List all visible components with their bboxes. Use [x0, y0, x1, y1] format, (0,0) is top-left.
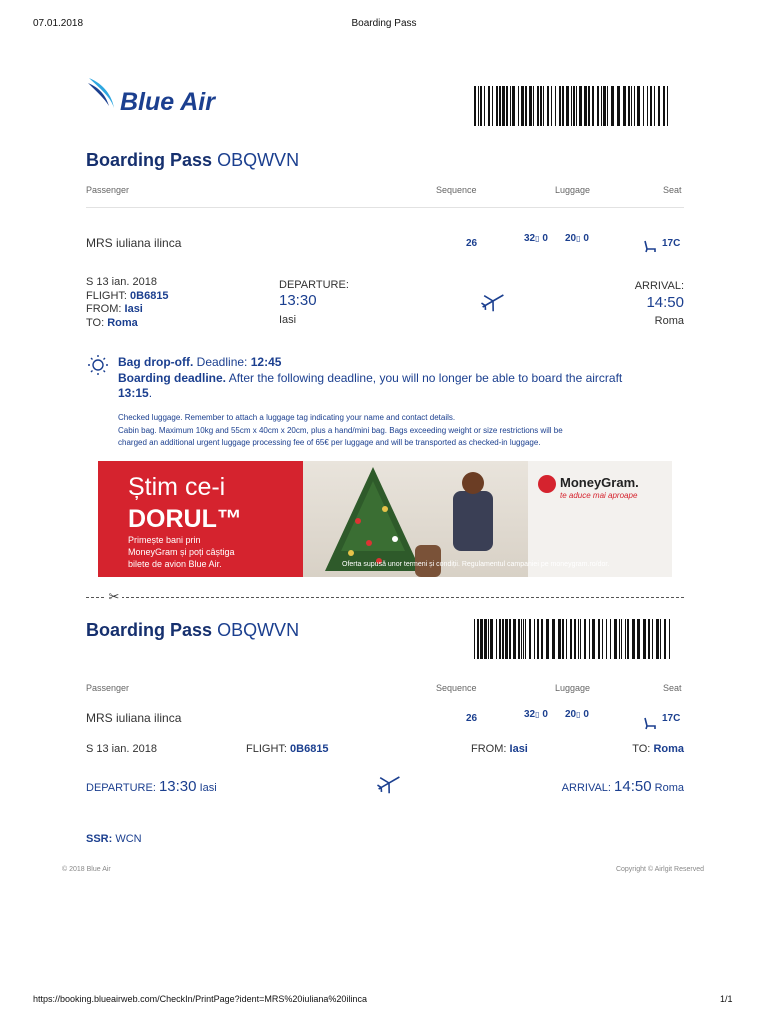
barcode-bar: [521, 86, 524, 126]
barcode-bar: [492, 86, 493, 126]
barcode-bar: [643, 86, 644, 126]
barcode-bar: [611, 86, 614, 126]
cabin-bag-note-1: Cabin bag. Maximum 10kg and 55cm x 40cm x 20cm, plus a hand/mini bag. Bags exceeding weight or size restrictions will be: [118, 426, 563, 435]
barcode-bar: [512, 86, 515, 126]
moneygram-ad-banner[interactable]: [98, 461, 672, 577]
sequence-label-2: Sequence: [436, 683, 477, 693]
barcode-bar: [505, 619, 508, 659]
sequence-value-1: 26: [466, 238, 478, 249]
barcode-bar: [566, 619, 567, 659]
barcode-bar: [667, 86, 668, 126]
barcode-bar: [627, 619, 629, 659]
sequence-label-1: Sequence: [436, 185, 477, 195]
barcode-bar: [488, 619, 489, 659]
seat-icon-2: [642, 717, 658, 731]
barcode-1: [474, 86, 670, 126]
checked-luggage-note: Checked luggage. Remember to attach a luggage tag indicating your name and contact details.: [118, 413, 456, 422]
barcode-bar: [592, 619, 595, 659]
barcode-bar: [502, 86, 505, 126]
barcode-bar: [496, 619, 497, 659]
print-url[interactable]: https://booking.blueairweb.com/CheckIn/PrintPage?ident=MRS%20iuliana%20ilinca: [33, 994, 367, 1004]
cut-line: [86, 597, 684, 598]
departure-city-1: Iasi: [279, 314, 297, 326]
barcode-bar: [643, 619, 646, 659]
barcode-bar: [551, 86, 552, 126]
barcode-bar: [658, 86, 660, 126]
passenger-name-2: MRS iuliana ilinca: [86, 711, 182, 725]
barcode-bar: [606, 619, 607, 659]
barcode-bar: [607, 86, 608, 126]
barcode-bar: [521, 619, 522, 659]
boarding-deadline-line: Boarding deadline. After the following deadline, you will no longer be able to board the aircraft 13:15.: [118, 371, 623, 400]
barcode-bar: [513, 619, 516, 659]
ad-sub-1: Primește bani prin: [128, 535, 201, 545]
ad-sub-3: bilete de avion Blue Air.: [128, 559, 222, 569]
barcode-bar: [570, 619, 572, 659]
flight-number-2: FLIGHT: 0B6815: [246, 743, 329, 755]
barcode-bar: [509, 619, 511, 659]
barcode-bar: [652, 619, 653, 659]
barcode-bar: [660, 619, 661, 659]
logo-text: Blue Air: [120, 88, 215, 116]
divider-1: [86, 207, 684, 208]
barcode-bar: [617, 86, 620, 126]
ssr-line: SSR: WCN: [86, 833, 142, 845]
barcode-bar: [637, 619, 640, 659]
barcode-bar: [584, 619, 586, 659]
barcode-bar: [502, 619, 504, 659]
cabin-luggage-1: 20▯ 0: [565, 233, 589, 244]
passenger-label-2: Passenger: [86, 683, 130, 693]
seat-label-1: Seat: [663, 185, 682, 195]
ad-headline-1: Știm ce-i: [128, 473, 226, 501]
barcode-bar: [632, 619, 635, 659]
barcode-bar: [559, 86, 561, 126]
moneygram-logo-icon: [538, 475, 556, 493]
cabin-bag-icon-2: 20: [565, 709, 577, 720]
barcode-bar: [518, 86, 519, 126]
barcode-bar: [648, 619, 650, 659]
barcode-bar: [484, 86, 485, 126]
barcode-bar: [579, 86, 582, 126]
seat-icon: [642, 240, 658, 254]
barcode-bar: [555, 86, 556, 126]
barcode-bar: [480, 619, 483, 659]
flight-number-1: FLIGHT: 0B6815: [86, 290, 169, 302]
barcode-bar: [496, 86, 498, 126]
barcode-bar: [525, 86, 527, 126]
barcode-bar: [597, 86, 599, 126]
seat-value-1: 17C: [662, 238, 681, 249]
blue-air-logo: [86, 74, 256, 124]
booking-code-1: OBQWVN: [217, 150, 300, 170]
barcode-bar: [490, 619, 493, 659]
checked-bag-icon: 32: [524, 233, 536, 244]
barcode-bar: [584, 86, 587, 126]
barcode-bar: [578, 619, 579, 659]
barcode-bar: [631, 86, 632, 126]
ad-photo: [303, 461, 528, 577]
barcode-bar: [588, 86, 590, 126]
checked-luggage-1: 32▯ 0: [524, 233, 548, 244]
booking-code-2: OBQWVN: [217, 620, 300, 640]
barcode-bar: [663, 86, 665, 126]
barcode-bar: [529, 619, 531, 659]
barcode-bar: [474, 86, 476, 126]
barcode-bar: [610, 619, 611, 659]
barcode-bar: [537, 86, 539, 126]
barcode-bar: [580, 619, 581, 659]
luggage-label-1: Luggage: [555, 185, 591, 195]
barcode-bar: [654, 86, 655, 126]
flight-date-1: S 13 ian. 2018: [86, 276, 157, 288]
barcode-bar: [589, 619, 590, 659]
lightbulb-icon: [87, 354, 109, 376]
arrival-label-1: ARRIVAL:: [634, 280, 684, 292]
barcode-bar: [543, 86, 544, 126]
barcode-bar: [547, 86, 549, 126]
barcode-bar: [614, 619, 617, 659]
barcode-bar: [474, 619, 475, 659]
barcode-bar: [525, 619, 526, 659]
barcode-bar: [634, 86, 635, 126]
barcode-bar: [537, 619, 539, 659]
print-date: 07.01.2018: [33, 18, 84, 29]
arrival-2: ARRIVAL: 14:50 Roma: [561, 778, 684, 795]
barcode-bar: [510, 86, 511, 126]
barcode-bar: [562, 619, 564, 659]
boarding-pass-title-2: Boarding Pass OBQWVN: [86, 620, 300, 640]
barcode-bar: [562, 86, 564, 126]
passenger-name-1: MRS iuliana ilinca: [86, 236, 182, 250]
barcode-bar: [637, 86, 640, 126]
barcode-bar: [592, 86, 594, 126]
christmas-tree-photo: [303, 461, 528, 577]
from-2: FROM: Iasi: [471, 743, 528, 755]
barcode-bar: [499, 86, 501, 126]
plane-icon-2: [375, 771, 403, 795]
plane-icon-1: [479, 289, 507, 313]
barcode-bar: [573, 86, 575, 126]
barcode-bar: [477, 619, 479, 659]
barcode-bar: [518, 619, 520, 659]
barcode-bar: [625, 619, 626, 659]
sequence-value-2: 26: [466, 713, 478, 724]
bag-drop-line: Bag drop-off. Deadline: 12:45: [118, 355, 282, 369]
ad-brand-panel: [528, 461, 672, 577]
print-page-number: 1/1: [720, 994, 733, 1004]
cabin-luggage-2: 20▯ 0: [565, 709, 589, 720]
barcode-bar: [623, 86, 626, 126]
to-1: TO: Roma: [86, 317, 138, 329]
passenger-label-1: Passenger: [86, 185, 130, 195]
barcode-bar: [650, 86, 652, 126]
barcode-bar: [506, 86, 508, 126]
ad-headline-2: DORUL™: [128, 505, 242, 533]
barcode-bar: [574, 619, 576, 659]
seat-value-2: 17C: [662, 713, 681, 724]
barcode-bar: [602, 619, 603, 659]
copyright-right: Copyright © Airlgit Reserved: [615, 866, 704, 873]
arrival-city-1: Roma: [654, 315, 684, 327]
barcode-bar: [534, 619, 535, 659]
barcode-bar: [664, 619, 666, 659]
barcode-bar: [656, 619, 659, 659]
barcode-2: [474, 619, 670, 659]
from-1: FROM: Iasi: [86, 303, 143, 315]
barcode-bar: [480, 86, 482, 126]
barcode-bar: [619, 619, 620, 659]
barcode-bar: [541, 619, 543, 659]
barcode-bar: [484, 619, 487, 659]
to-2: TO: Roma: [632, 743, 684, 755]
arrival-time-1: 14:50: [646, 294, 684, 311]
print-title: Boarding Pass: [351, 18, 417, 29]
barcode-bar: [478, 86, 479, 126]
luggage-label-2: Luggage: [555, 683, 591, 693]
barcode-bar: [603, 86, 606, 126]
barcode-bar: [628, 86, 630, 126]
boarding-pass-title-1: Boarding Pass OBQWVN: [86, 150, 300, 170]
ad-tagline: te aduce mai aproape: [560, 491, 638, 500]
ad-sub-2: MoneyGram și poți câștiga: [128, 547, 235, 557]
ad-disclaimer: Oferta supusă unor termeni și condiții. Regulamentul campaniei pe moneygram.ro/dor.: [342, 561, 610, 568]
barcode-bar: [488, 86, 490, 126]
barcode-bar: [523, 619, 524, 659]
seat-label-2: Seat: [663, 683, 682, 693]
barcode-bar: [647, 86, 648, 126]
checked-bag-icon-2: 32: [524, 709, 536, 720]
barcode-bar: [552, 619, 555, 659]
cabin-bag-icon: 20: [565, 233, 577, 244]
barcode-bar: [566, 86, 569, 126]
scissors-icon: ✂: [106, 589, 122, 605]
barcode-bar: [499, 619, 501, 659]
barcode-bar: [571, 86, 572, 126]
departure-label-1: DEPARTURE:: [279, 279, 349, 291]
checked-luggage-2: 32▯ 0: [524, 709, 548, 720]
ad-red-panel: [98, 461, 303, 577]
departure-2: DEPARTURE: 13:30 Iasi: [86, 778, 217, 795]
flight-date-2: S 13 ian. 2018: [86, 743, 157, 755]
barcode-bar: [529, 86, 532, 126]
cabin-bag-note-2: charged an additional urgent luggage processing fee of 65€ per luggage and will be transported as checked-in luggage.: [118, 438, 541, 447]
barcode-bar: [576, 86, 577, 126]
barcode-bar: [540, 86, 542, 126]
ad-brand: MoneyGram.: [560, 475, 639, 490]
barcode-bar: [546, 619, 549, 659]
copyright-left: © 2018 Blue Air: [62, 866, 111, 873]
barcode-bar: [558, 619, 561, 659]
departure-time-1: 13:30: [279, 292, 317, 309]
barcode-bar: [598, 619, 600, 659]
barcode-bar: [533, 86, 534, 126]
barcode-bar: [669, 619, 670, 659]
barcode-bar: [621, 619, 622, 659]
barcode-bar: [601, 86, 602, 126]
